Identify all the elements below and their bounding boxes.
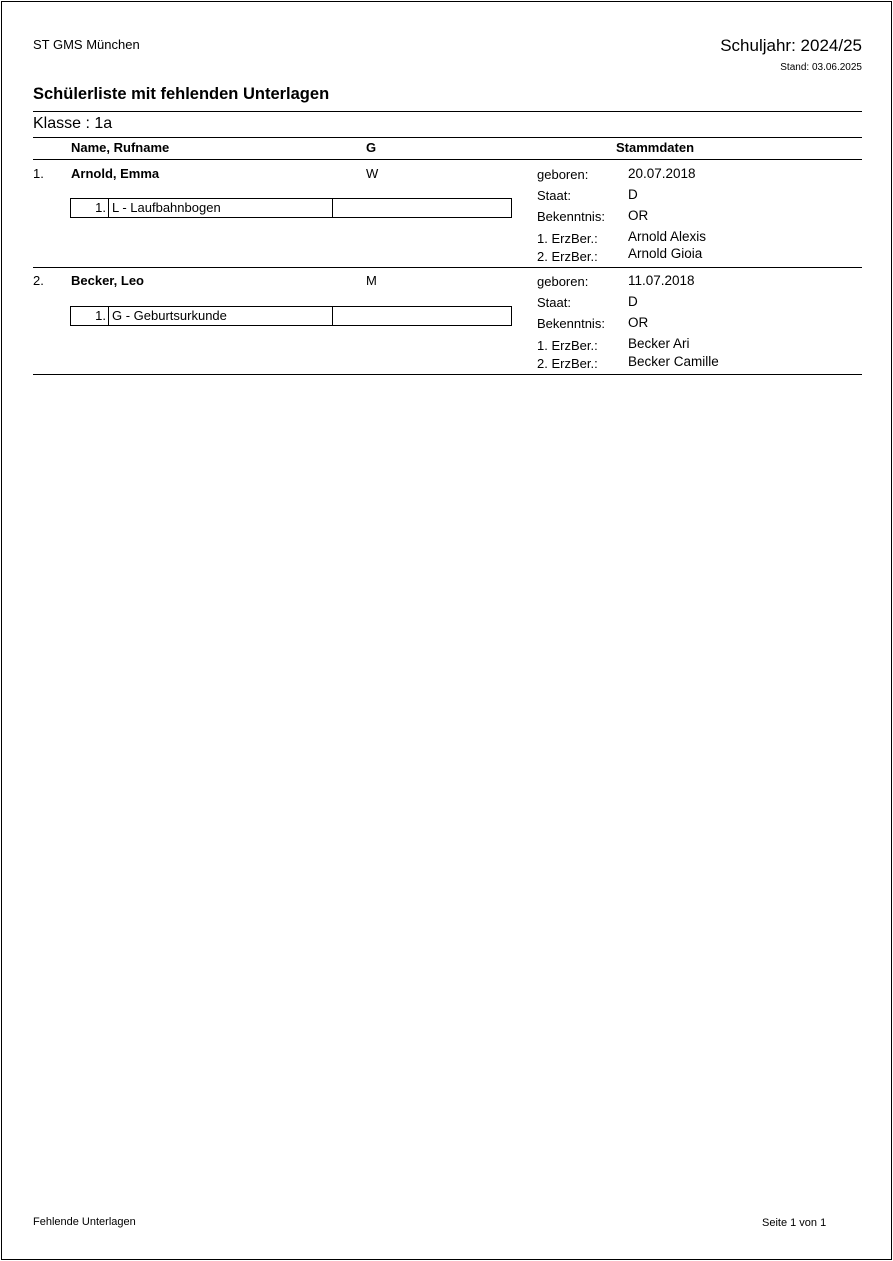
document-blank-cell (333, 199, 511, 217)
document-index: 1. (71, 199, 109, 217)
field-label: geboren: (537, 167, 589, 182)
stand-date: Stand: 03.06.2025 (780, 62, 862, 73)
field-value: Arnold Alexis (628, 229, 707, 244)
field-value: 11.07.2018 (628, 273, 695, 288)
student-gender: W (366, 166, 379, 181)
student-number: 1. (33, 166, 44, 181)
class-label: Klasse : 1a (33, 115, 113, 132)
field-label: 2. ErzBer.: (537, 249, 598, 264)
field-value: D (628, 187, 638, 202)
student-number: 2. (33, 273, 44, 288)
page-frame (1, 1, 892, 1260)
column-header-name: Name, Rufname (71, 140, 170, 155)
field-label: Bekenntnis: (537, 316, 605, 331)
field-value: D (628, 294, 638, 309)
field-label: 1. ErzBer.: (537, 338, 598, 353)
student-name: Becker, Leo (71, 273, 144, 288)
field-label: Staat: (537, 188, 571, 203)
footer-title: Fehlende Unterlagen (33, 1216, 136, 1228)
page-number: Seite 1 von 1 (762, 1217, 827, 1229)
school-name: ST GMS München (33, 37, 140, 52)
column-header-stammdaten: Stammdaten (616, 140, 695, 155)
document-index: 1. (71, 307, 109, 325)
column-header-g: G (366, 140, 377, 155)
field-label: geboren: (537, 274, 589, 289)
missing-document (70, 198, 512, 218)
divider (33, 111, 862, 112)
field-label: 2. ErzBer.: (537, 356, 598, 371)
field-value: Arnold Gioia (628, 246, 703, 261)
field-value: 20.07.2018 (628, 166, 696, 181)
field-label: 1. ErzBer.: (537, 231, 598, 246)
student-name: Arnold, Emma (71, 166, 160, 181)
row-divider (33, 374, 862, 375)
field-value: OR (628, 315, 649, 330)
document-title: G - Geburtsurkunde (109, 307, 333, 325)
field-value: Becker Ari (628, 336, 690, 351)
field-label: Staat: (537, 295, 571, 310)
divider (33, 159, 862, 160)
field-value: Becker Camille (628, 354, 719, 369)
page-title: Schülerliste mit fehlenden Unterlagen (33, 85, 330, 103)
missing-document (70, 306, 512, 326)
document-blank-cell (333, 307, 511, 325)
school-year: Schuljahr: 2024/25 (720, 36, 862, 55)
field-value: OR (628, 208, 649, 223)
field-label: Bekenntnis: (537, 209, 605, 224)
divider (33, 137, 862, 138)
row-divider (33, 267, 862, 268)
document-title: L - Laufbahnbogen (109, 199, 333, 217)
student-gender: M (366, 273, 377, 288)
